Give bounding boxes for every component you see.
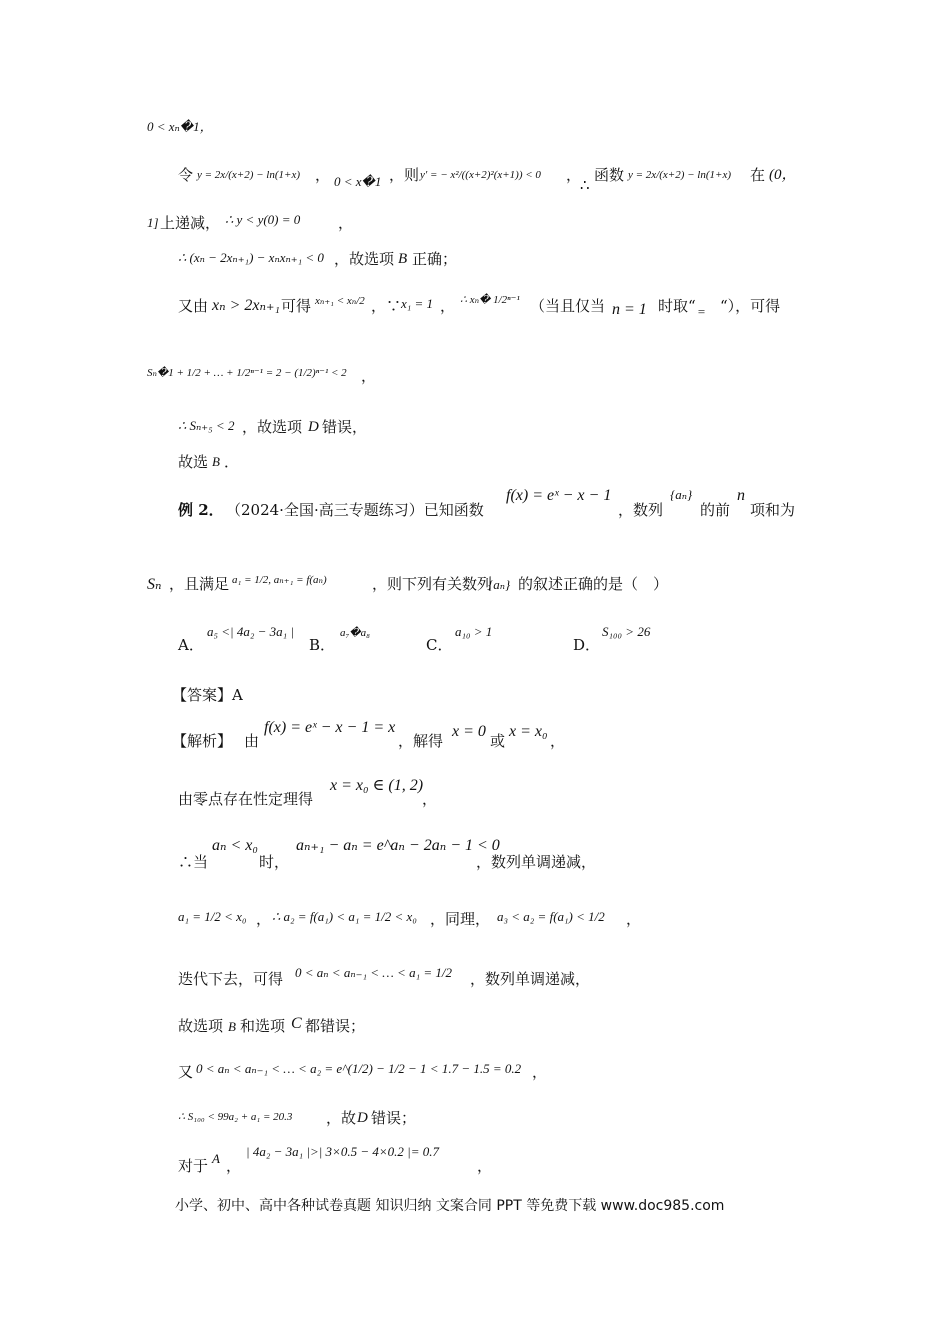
math-inline: ∴ Sₙ₊₅ < 2 xyxy=(178,418,235,433)
math-inline: 0 < aₙ < aₙ₋₁ < … < a₁ = 1/2 xyxy=(295,965,452,980)
text-run: 正确； xyxy=(412,250,458,268)
text-run: ， xyxy=(361,367,377,385)
text-run: 时， xyxy=(259,853,290,871)
math-inline: y = 2x/(x+2) − ln(1+x) xyxy=(628,169,731,181)
math-inline: aₙ₊₁ − aₙ = e^aₙ − 2aₙ − 1 < 0 xyxy=(296,837,500,854)
math-inline: ∴ xₙ� 1/2ⁿ⁻¹ xyxy=(460,294,520,306)
analysis-label: 【解析】 xyxy=(172,732,233,750)
math-inline: a₁ = 1/2 < x₀ xyxy=(178,909,247,924)
option-b-label: B． xyxy=(309,636,336,654)
option-a-math: a₅ <| 4a₂ − 3a₁ | xyxy=(207,624,295,639)
math-inline: x₁ = 1 xyxy=(401,296,434,311)
text-run: ， xyxy=(256,910,272,928)
text-run: 错误， xyxy=(322,418,368,436)
option-d-label: D． xyxy=(573,636,601,654)
text-run: ， xyxy=(566,166,582,184)
math-inline: a₁ = 1/2, aₙ₊₁ = f(aₙ) xyxy=(232,574,327,586)
math-inline: B xyxy=(212,454,220,469)
math-inline: Sₙ xyxy=(147,576,162,593)
text-run: ， xyxy=(422,790,438,808)
math-inline: f(x) = eˣ − x − 1 = x xyxy=(264,719,396,736)
text-run: ，故选项 xyxy=(242,418,303,436)
page-footer: 小学、初中、高中各种试卷真题 知识归纳 文案合同 PPT 等免费下载 www.doc985.com xyxy=(175,1198,725,1214)
text-run: ， xyxy=(477,1157,493,1175)
math-inline: 0 < x�1 xyxy=(334,174,382,189)
text-run: （当且仅当 xyxy=(530,297,606,315)
text-run: ， xyxy=(338,214,354,232)
math-inline: B xyxy=(228,1019,236,1034)
math-inline: aₙ < x₀ xyxy=(212,837,258,854)
text-run: ，同理， xyxy=(430,910,491,928)
text-run: ∴ xyxy=(580,176,590,194)
text-run: ， xyxy=(315,166,331,184)
text-run: 令 xyxy=(178,166,194,184)
math-inline: n xyxy=(737,487,745,504)
text-run: 和选项 xyxy=(240,1017,286,1035)
text-run: ，故选项 xyxy=(334,250,395,268)
text-run: ， xyxy=(550,732,566,750)
math-inline: ∴ S₁₀₀ < 99a₂ + a₁ = 20.3 xyxy=(178,1111,293,1123)
option-c-label: C． xyxy=(426,636,453,654)
text-run: 的叙述正确的是（ ） xyxy=(518,575,669,593)
text-run: 的前 xyxy=(700,501,731,519)
text-run: 项和为 xyxy=(750,501,796,519)
math-inline: ∴ a₂ = f(a₁) < a₁ = 1/2 < x₀ xyxy=(272,909,417,924)
math-inline: = xyxy=(697,304,706,319)
text-run: 又 xyxy=(178,1063,194,1081)
math-inline: 1] xyxy=(147,215,159,230)
text-run: ， xyxy=(440,297,456,315)
math-inline: 0 < xₙ�1， xyxy=(147,119,213,134)
math-inline: x = x₀ ∈ (1, 2) xyxy=(330,777,424,794)
option-b-math: a₇�a₈ xyxy=(340,627,370,639)
text-run: 时取“ xyxy=(658,297,696,315)
text-run: 函数 xyxy=(594,166,625,184)
math-inline: a₃ < a₂ = f(a₁) < 1/2 xyxy=(497,909,605,924)
math-inline: y = 2x/(x+2) − ln(1+x) xyxy=(197,169,300,181)
text-run: 故选 xyxy=(178,453,209,471)
math-inline: {aₙ} xyxy=(488,577,511,592)
math-inline: D xyxy=(308,419,319,435)
option-c-math: a₁₀ > 1 xyxy=(455,624,493,639)
math-inline: B xyxy=(398,251,408,267)
text-run: 又由 xyxy=(178,297,209,315)
math-inline: Sₙ�1 + 1/2 + … + 1/2ⁿ⁻¹ = 2 − (1/2)ⁿ⁻¹ < 2 xyxy=(147,367,347,379)
text-run: ，且满足 xyxy=(169,575,230,593)
math-inline: D xyxy=(357,1110,368,1126)
text-run: 可得 xyxy=(281,297,312,315)
math-inline: xₙ > 2xₙ₊₁ xyxy=(212,297,280,314)
text-run: 错误； xyxy=(371,1109,417,1127)
text-run: ． xyxy=(224,453,240,471)
text-run: 由 xyxy=(244,732,260,750)
math-inline: {aₙ} xyxy=(670,487,693,502)
text-run: 在 xyxy=(750,166,766,184)
example-label: 例 2． xyxy=(178,501,224,519)
math-inline: x = x₀ xyxy=(509,723,548,740)
text-run: 对于 xyxy=(178,1157,209,1175)
text-run: ， xyxy=(626,910,642,928)
math-inline: x = 0 xyxy=(452,723,486,740)
text-run: 或 xyxy=(490,732,506,750)
text-run: ，数列单调递减， xyxy=(470,970,591,988)
math-inline: xₙ₊₁ < xₙ/2 xyxy=(315,295,365,307)
text-run: （2024·全国·高三专题练习）已知函数 xyxy=(226,501,484,519)
math-inline: n = 1 xyxy=(612,301,647,318)
math-inline: ∴ (xₙ − 2xₙ₊₁) − xₙxₙ₊₁ < 0 xyxy=(178,250,324,265)
math-inline: y′ = − x²/((x+2)²(x+1)) < 0 xyxy=(420,169,541,181)
option-a-label: A． xyxy=(178,636,204,654)
text-run: 都错误； xyxy=(305,1017,366,1035)
text-run: ，∵ xyxy=(371,297,402,315)
text-run: ∴当 xyxy=(178,853,209,871)
text-run: ，解得 xyxy=(398,732,444,750)
text-run: ， xyxy=(226,1157,242,1175)
math-inline: | 4a₂ − 3a₁ |>| 3×0.5 − 4×0.2 |= 0.7 xyxy=(246,1144,439,1159)
text-run: ，则下列有关数列 xyxy=(372,575,493,593)
text-run: 迭代下去，可得 xyxy=(178,970,284,988)
text-run: ，则 xyxy=(389,166,420,184)
answer-line: 【答案】A xyxy=(172,686,243,704)
text-run: ，数列单调递减， xyxy=(476,853,597,871)
math-inline: (0， xyxy=(769,167,797,183)
text-run: ，故 xyxy=(326,1109,357,1127)
option-d-math: S₁₀₀ > 26 xyxy=(602,624,651,639)
text-run: ，数列 xyxy=(618,501,664,519)
text-run: 故选项 xyxy=(178,1017,224,1035)
text-run: 由零点存在性定理得 xyxy=(178,790,314,808)
text-run: ， xyxy=(532,1063,548,1081)
math-inline: 0 < aₙ < aₙ₋₁ < … < a₂ = e^(1/2) − 1/2 − 1 < 1.7 − 1.5 = 0.2 xyxy=(196,1061,522,1076)
text-run: 上递减， xyxy=(160,214,221,232)
math-inline: ∴ y < y(0) = 0 xyxy=(225,212,301,227)
math-inline: C xyxy=(291,1015,302,1032)
text-run: “），可得 xyxy=(720,297,781,315)
math-inline: A xyxy=(212,1151,220,1166)
math-inline: f(x) = eˣ − x − 1 xyxy=(506,487,612,504)
